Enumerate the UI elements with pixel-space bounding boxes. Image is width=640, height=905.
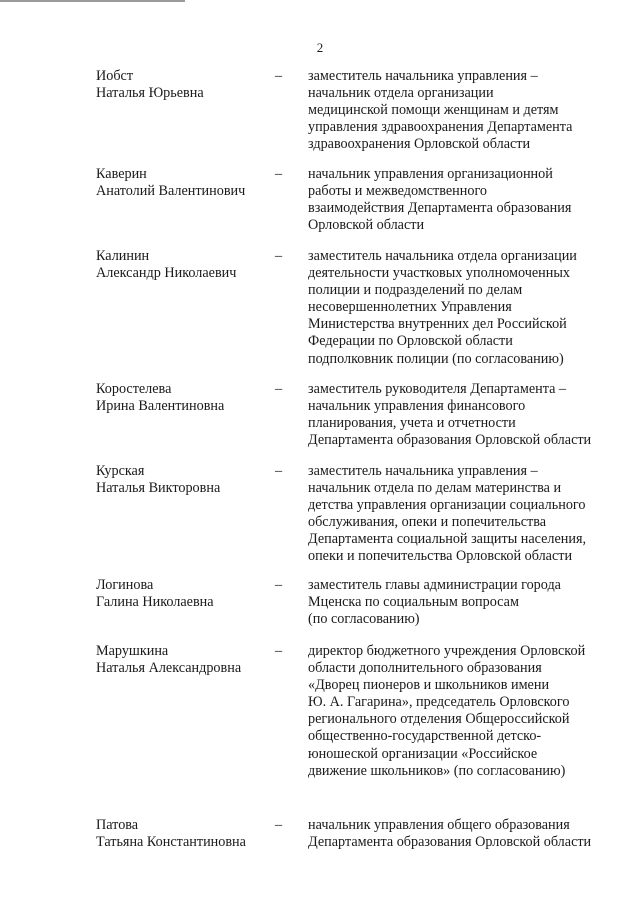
- member-role: директор бюджетного учреждения Орловской области дополнительного образования «Дворец пионеров и школьников имени Ю. А. Гагарина», председатель Орловского регионального отделения Общероссийской общественно-государственной детско- юношеской организации «Российское движение школьников» (по согласованию): [308, 643, 586, 779]
- member-name: Логинова Галина Николаевна: [96, 577, 214, 610]
- member-role: заместитель начальника управления – начальник отдела организации медицинской помощи женщинам и детям управления здравоохранения Департамента здравоохранения Орловской области: [308, 68, 573, 153]
- separator-dash: –: [275, 643, 283, 659]
- top-scan-rule: [0, 0, 185, 2]
- member-name: Курская Наталья Викторовна: [96, 463, 221, 496]
- separator-dash: –: [275, 817, 283, 833]
- member-name: Калинин Александр Николаевич: [96, 248, 237, 281]
- member-role: начальник управления организационной работы и межведомственного взаимодействия Департамента образования Орловской области: [308, 166, 572, 234]
- separator-dash: –: [275, 577, 283, 593]
- member-name: Коростелева Ирина Валентиновна: [96, 381, 225, 414]
- member-name: Каверин Анатолий Валентинович: [96, 166, 246, 199]
- separator-dash: –: [275, 381, 283, 397]
- separator-dash: –: [275, 463, 283, 479]
- separator-dash: –: [275, 166, 283, 182]
- separator-dash: –: [275, 248, 283, 264]
- member-role: заместитель начальника управления – начальник отдела по делам материнства и детства управления организации социального обслуживания, опеки и попечительства Департамента социальной защиты населения, опеки и попечительства Орловской области: [308, 463, 587, 565]
- page-number: 2: [316, 40, 324, 55]
- member-role: начальник управления общего образования Департамента образования Орловской области: [308, 817, 592, 851]
- member-name: Марушкина Наталья Александровна: [96, 643, 242, 676]
- separator-dash: –: [275, 68, 283, 84]
- member-name: Патова Татьяна Константиновна: [96, 817, 246, 850]
- member-role: заместитель руководителя Департамента – начальник управления финансового планирования, учета и отчетности Департамента образования Орловской области: [308, 381, 592, 449]
- member-role: заместитель начальника отдела организации деятельности участковых уполномоченных полиции и подразделений по делам несовершеннолетних Управления Министерства внутренних дел Российской Федерации по Орловской области подполковник полиции (по согласованию): [308, 248, 577, 367]
- member-name: Иобст Наталья Юрьевна: [96, 68, 204, 101]
- member-role: заместитель главы администрации города Мценска по социальным вопросам (по согласованию): [308, 577, 561, 628]
